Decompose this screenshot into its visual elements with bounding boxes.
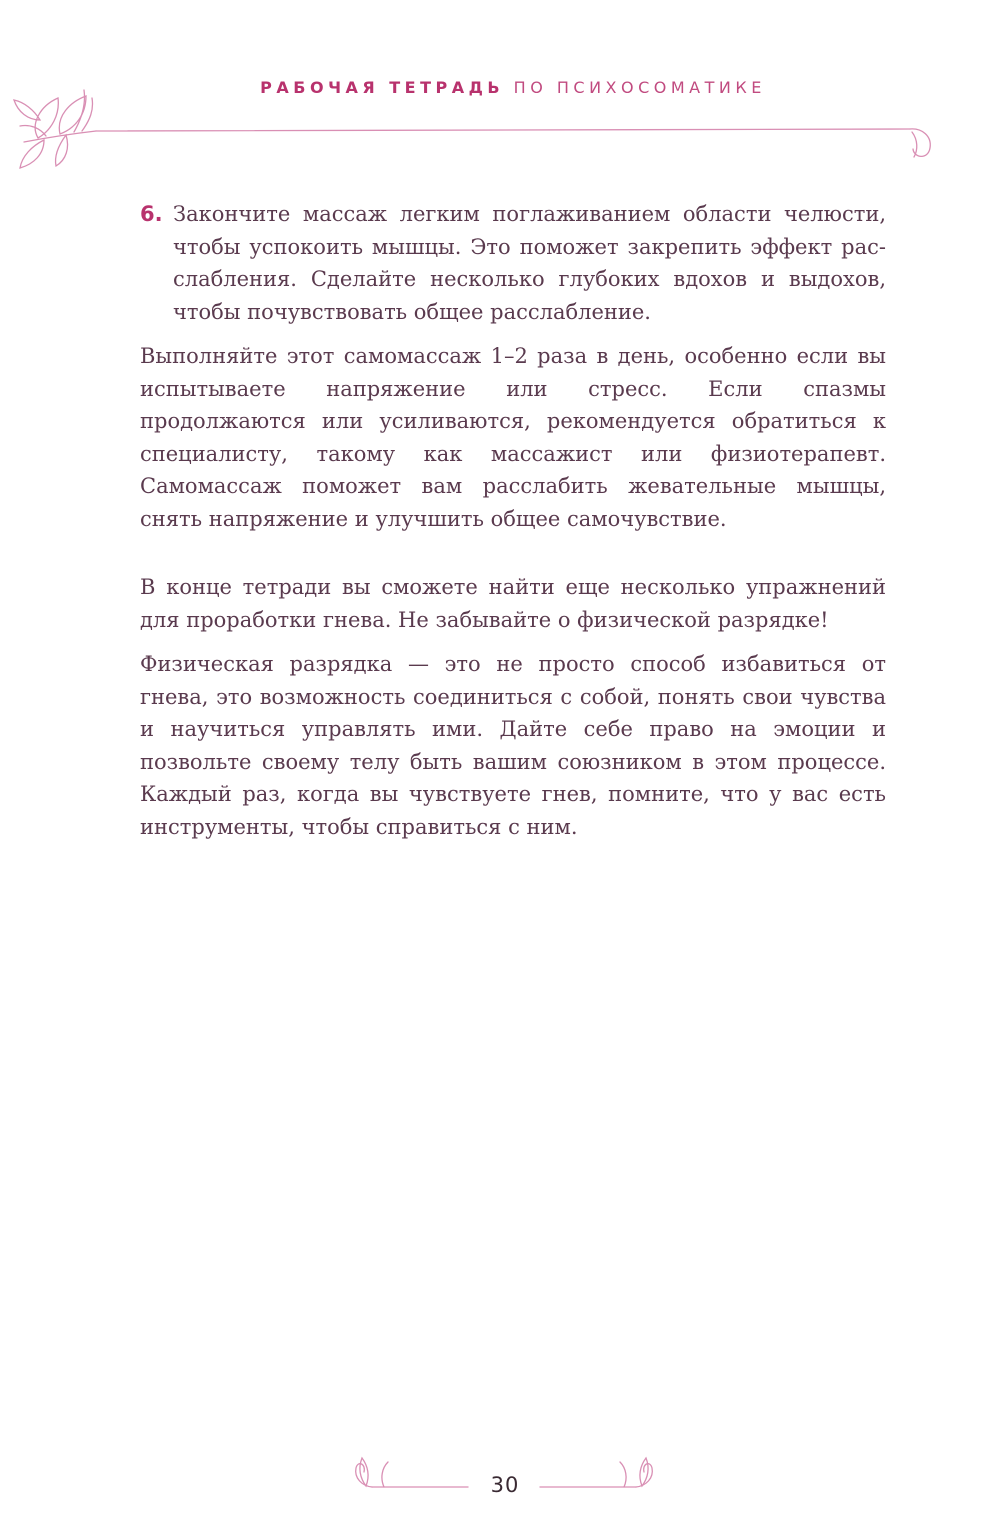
page-number: 30: [490, 1473, 520, 1497]
header-title: [0, 78, 1000, 97]
list-item-number: 6.: [140, 202, 163, 226]
page-body: [140, 198, 886, 855]
page-footer: [0, 1440, 1000, 1518]
header-title-light: ПО ПСИХОСОМАТИКЕ: [513, 78, 766, 97]
paragraph-physical-release: Физическая разрядка — это не просто способ избавиться от гнева, это возможность соединиться с собой, понять свои чувства и научиться управлять ими. Дайте себе право на эмоции и позвольте своему телу быть вашим союзником в этом процессе. Каждый раз, когда вы чувствуете гнев, помните, что у вас есть инструменты, чтобы справиться с ним.: [140, 652, 886, 839]
header-title-bold: РАБОЧАЯ ТЕТРАДЬ: [260, 78, 505, 97]
list-item-text: Закончите массаж легким поглаживанием области челюсти, чтобы успокоить мышцы. Это поможет закрепить эффект расслабления. Сделайте несколько глубоких вдохов и выдохов, чтобы почувствовать общее расслабление.: [173, 202, 886, 324]
list-item: [140, 198, 886, 328]
running-header: [0, 0, 1000, 170]
paragraph-self-massage: Выполняйте этот самомассаж 1–2 раза в день, особенно если вы испытываете напряжение или стресс. Если спазмы продолжаются или усиливаются, рекомендуется обратиться к специалисту, такому как массажист или физиотерапевт. Самомассаж поможет вам расслабить жевательные мышцы, снять напряжение и улучшить общее самочувствие.: [140, 344, 886, 531]
paragraph-end-of-workbook: В конце тетради вы сможете найти еще несколько упражнений для проработки гнева. Не забывайте о физической разрядке!: [140, 575, 886, 632]
